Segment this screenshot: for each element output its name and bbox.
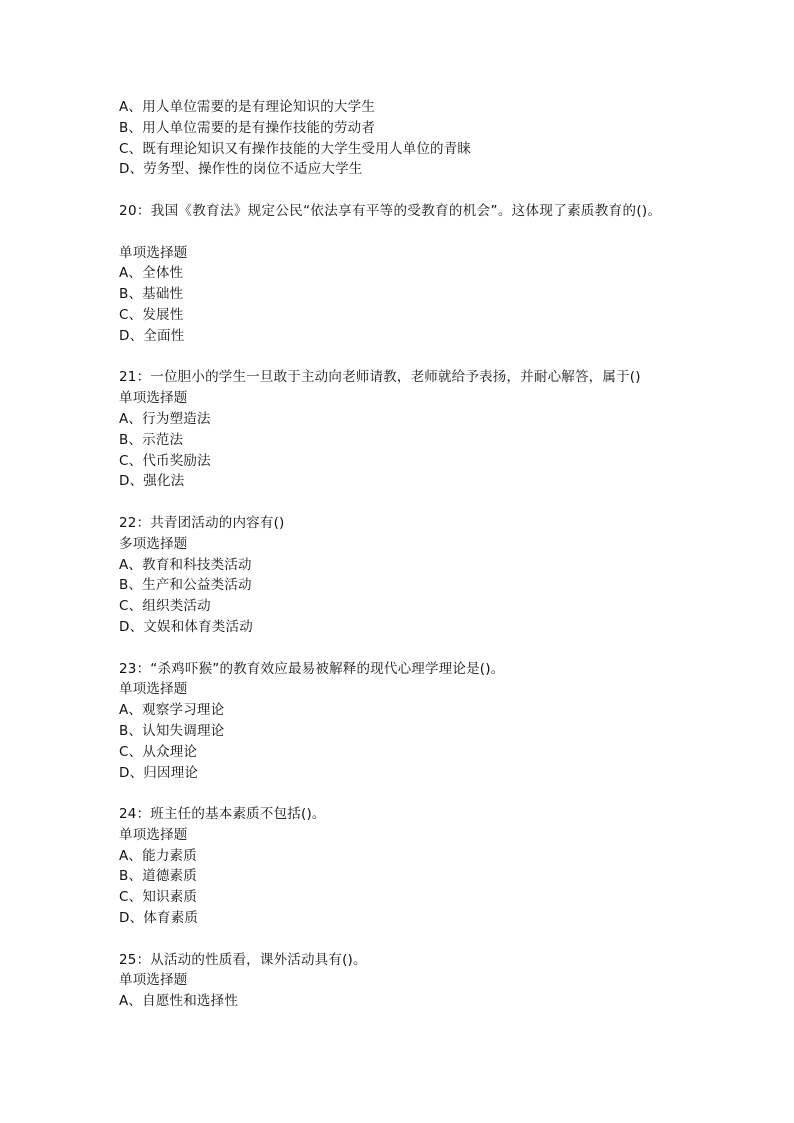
- option-b: B、用人单位需要的是有操作技能的劳动者: [119, 119, 376, 136]
- question-23: [119, 659, 759, 784]
- question-stem: 22：共青团活动的内容有(): [119, 514, 285, 531]
- question-stem: 25：从活动的性质看，课外活动具有()。: [119, 951, 367, 968]
- option-d: D、文娱和体育类活动: [119, 618, 253, 635]
- option-a: A、能力素质: [119, 847, 197, 864]
- prev-question-options: [119, 97, 759, 180]
- spacer: [119, 929, 759, 950]
- question-22: [119, 513, 759, 638]
- option-c: C、代币奖励法: [119, 452, 211, 469]
- question-stem: 20：我国《教育法》规定公民“依法享有平等的受教育的机会”。这体现了素质教育的()。: [119, 202, 662, 219]
- option-a: A、全体性: [119, 265, 184, 282]
- question-type: 单项选择题: [119, 972, 188, 989]
- option-a: A、观察学习理论: [119, 702, 225, 719]
- spacer: [119, 347, 759, 368]
- document-page: [119, 97, 759, 1012]
- option-a: A、用人单位需要的是有理论知识的大学生: [119, 99, 376, 115]
- option-b: B、基础性: [119, 286, 184, 303]
- option-b: B、道德素质: [119, 868, 197, 885]
- option-b: B、示范法: [119, 431, 184, 448]
- spacer: [119, 638, 759, 659]
- option-a: A、自愿性和选择性: [119, 993, 239, 1010]
- question-type: 单项选择题: [119, 681, 188, 698]
- option-d: D、体育素质: [119, 910, 199, 927]
- question-24: [119, 804, 759, 929]
- option-d: D、劳务型、操作性的岗位不适应大学生: [119, 161, 363, 178]
- option-d: D、强化法: [119, 473, 185, 490]
- question-type: 单项选择题: [119, 244, 188, 261]
- question-21: [119, 367, 759, 492]
- question-type: 单项选择题: [119, 826, 188, 843]
- option-c: C、从众理论: [119, 743, 198, 760]
- question-stem: 21：一位胆小的学生一旦敢于主动向老师请教，老师就给予表扬，并耐心解答，属于(): [119, 369, 641, 386]
- spacer: [119, 222, 759, 243]
- spacer: [119, 180, 759, 201]
- option-d: D、全面性: [119, 327, 185, 344]
- question-type: 单项选择题: [119, 390, 188, 407]
- question-stem: 23：“杀鸡吓猴”的教育效应最易被解释的现代心理学理论是()。: [119, 660, 505, 677]
- option-b: B、生产和公益类活动: [119, 577, 252, 594]
- question-25: [119, 950, 759, 1012]
- option-c: C、知识素质: [119, 889, 198, 906]
- option-a: A、教育和科技类活动: [119, 556, 252, 573]
- spacer: [119, 492, 759, 513]
- option-d: D、归因理论: [119, 764, 199, 781]
- option-b: B、认知失调理论: [119, 722, 225, 739]
- spacer: [119, 783, 759, 804]
- question-20: [119, 201, 759, 347]
- option-c: C、发展性: [119, 306, 184, 323]
- question-type: 多项选择题: [119, 535, 188, 552]
- option-c: C、既有理论知识又有操作技能的大学生受用人单位的青睐: [119, 140, 472, 157]
- option-a: A、行为塑造法: [119, 410, 211, 427]
- question-stem: 24：班主任的基本素质不包括()。: [119, 806, 326, 823]
- option-c: C、组织类活动: [119, 598, 211, 615]
